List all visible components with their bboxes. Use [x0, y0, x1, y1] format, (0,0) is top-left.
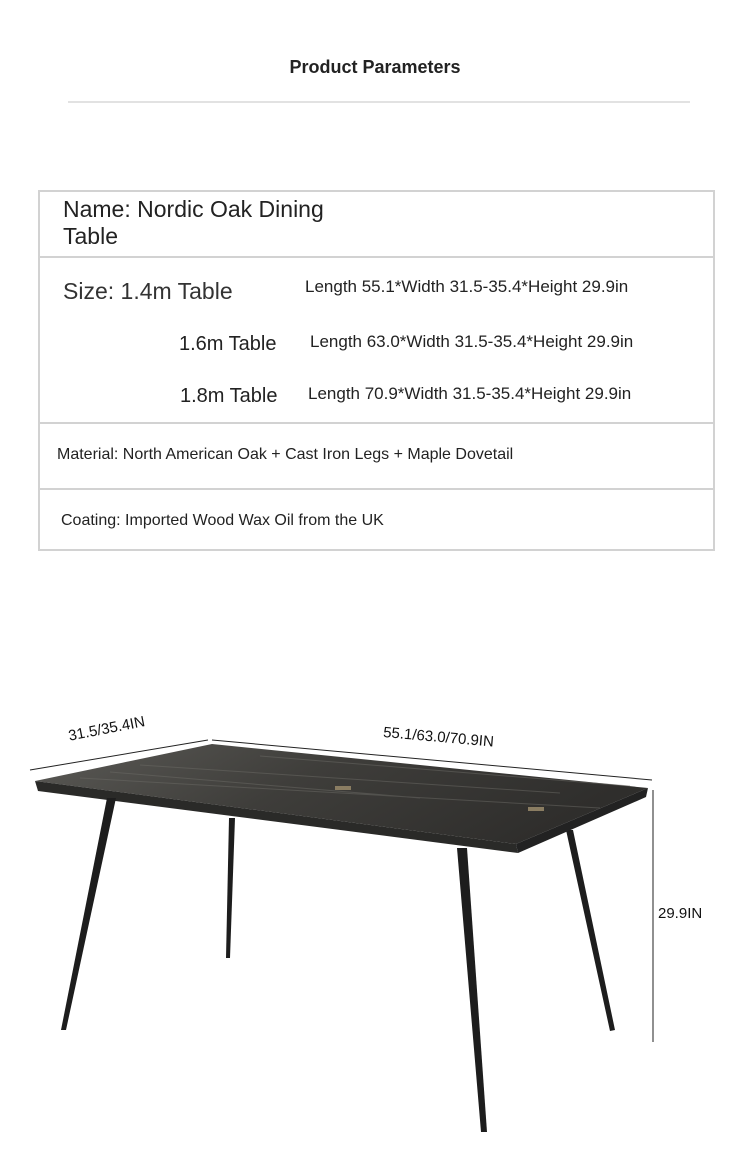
size-dims-1-4m: Length 55.1*Width 31.5-35.4*Height 29.9in [305, 277, 629, 296]
table-leg-front-left [61, 798, 116, 1030]
table-dimension-diagram [0, 690, 750, 1150]
size-dims-1-6m: Length 63.0*Width 31.5-35.4*Height 29.9in [310, 332, 634, 351]
table-leg-back-left [226, 818, 235, 958]
spec-row-size [40, 256, 713, 423]
spec-table [38, 190, 715, 551]
size-label-1-8m: 1.8m Table [180, 385, 278, 407]
material-text: Material: North American Oak + Cast Iron Legs + Maple Dovetail [57, 446, 514, 463]
height-dimension-label: 29.9IN [658, 905, 703, 922]
spec-row-material [40, 422, 713, 489]
dovetail-inlay [335, 786, 351, 790]
table-leg-front-right [457, 848, 487, 1132]
dovetail-inlay [528, 807, 544, 811]
size-label-1-4m: Size: 1.4m Table [63, 278, 233, 304]
size-label-1-6m: 1.6m Table [179, 333, 277, 355]
title-divider [68, 101, 690, 103]
length-dimension-label: 55.1/63.0/70.9IN [382, 724, 495, 751]
table-illustration [0, 690, 750, 1150]
size-dims-1-8m: Length 70.9*Width 31.5-35.4*Height 29.9in [308, 384, 632, 403]
page-title: Product Parameters [289, 57, 461, 77]
table-leg-back-right [566, 830, 615, 1031]
coating-text: Coating: Imported Wood Wax Oil from the UK [61, 512, 384, 529]
spec-row-name [40, 192, 713, 257]
spec-row-coating [40, 488, 713, 549]
product-name: Name: Nordic Oak Dining Table [63, 196, 324, 249]
width-dimension-label: 31.5/35.4IN [67, 713, 147, 745]
